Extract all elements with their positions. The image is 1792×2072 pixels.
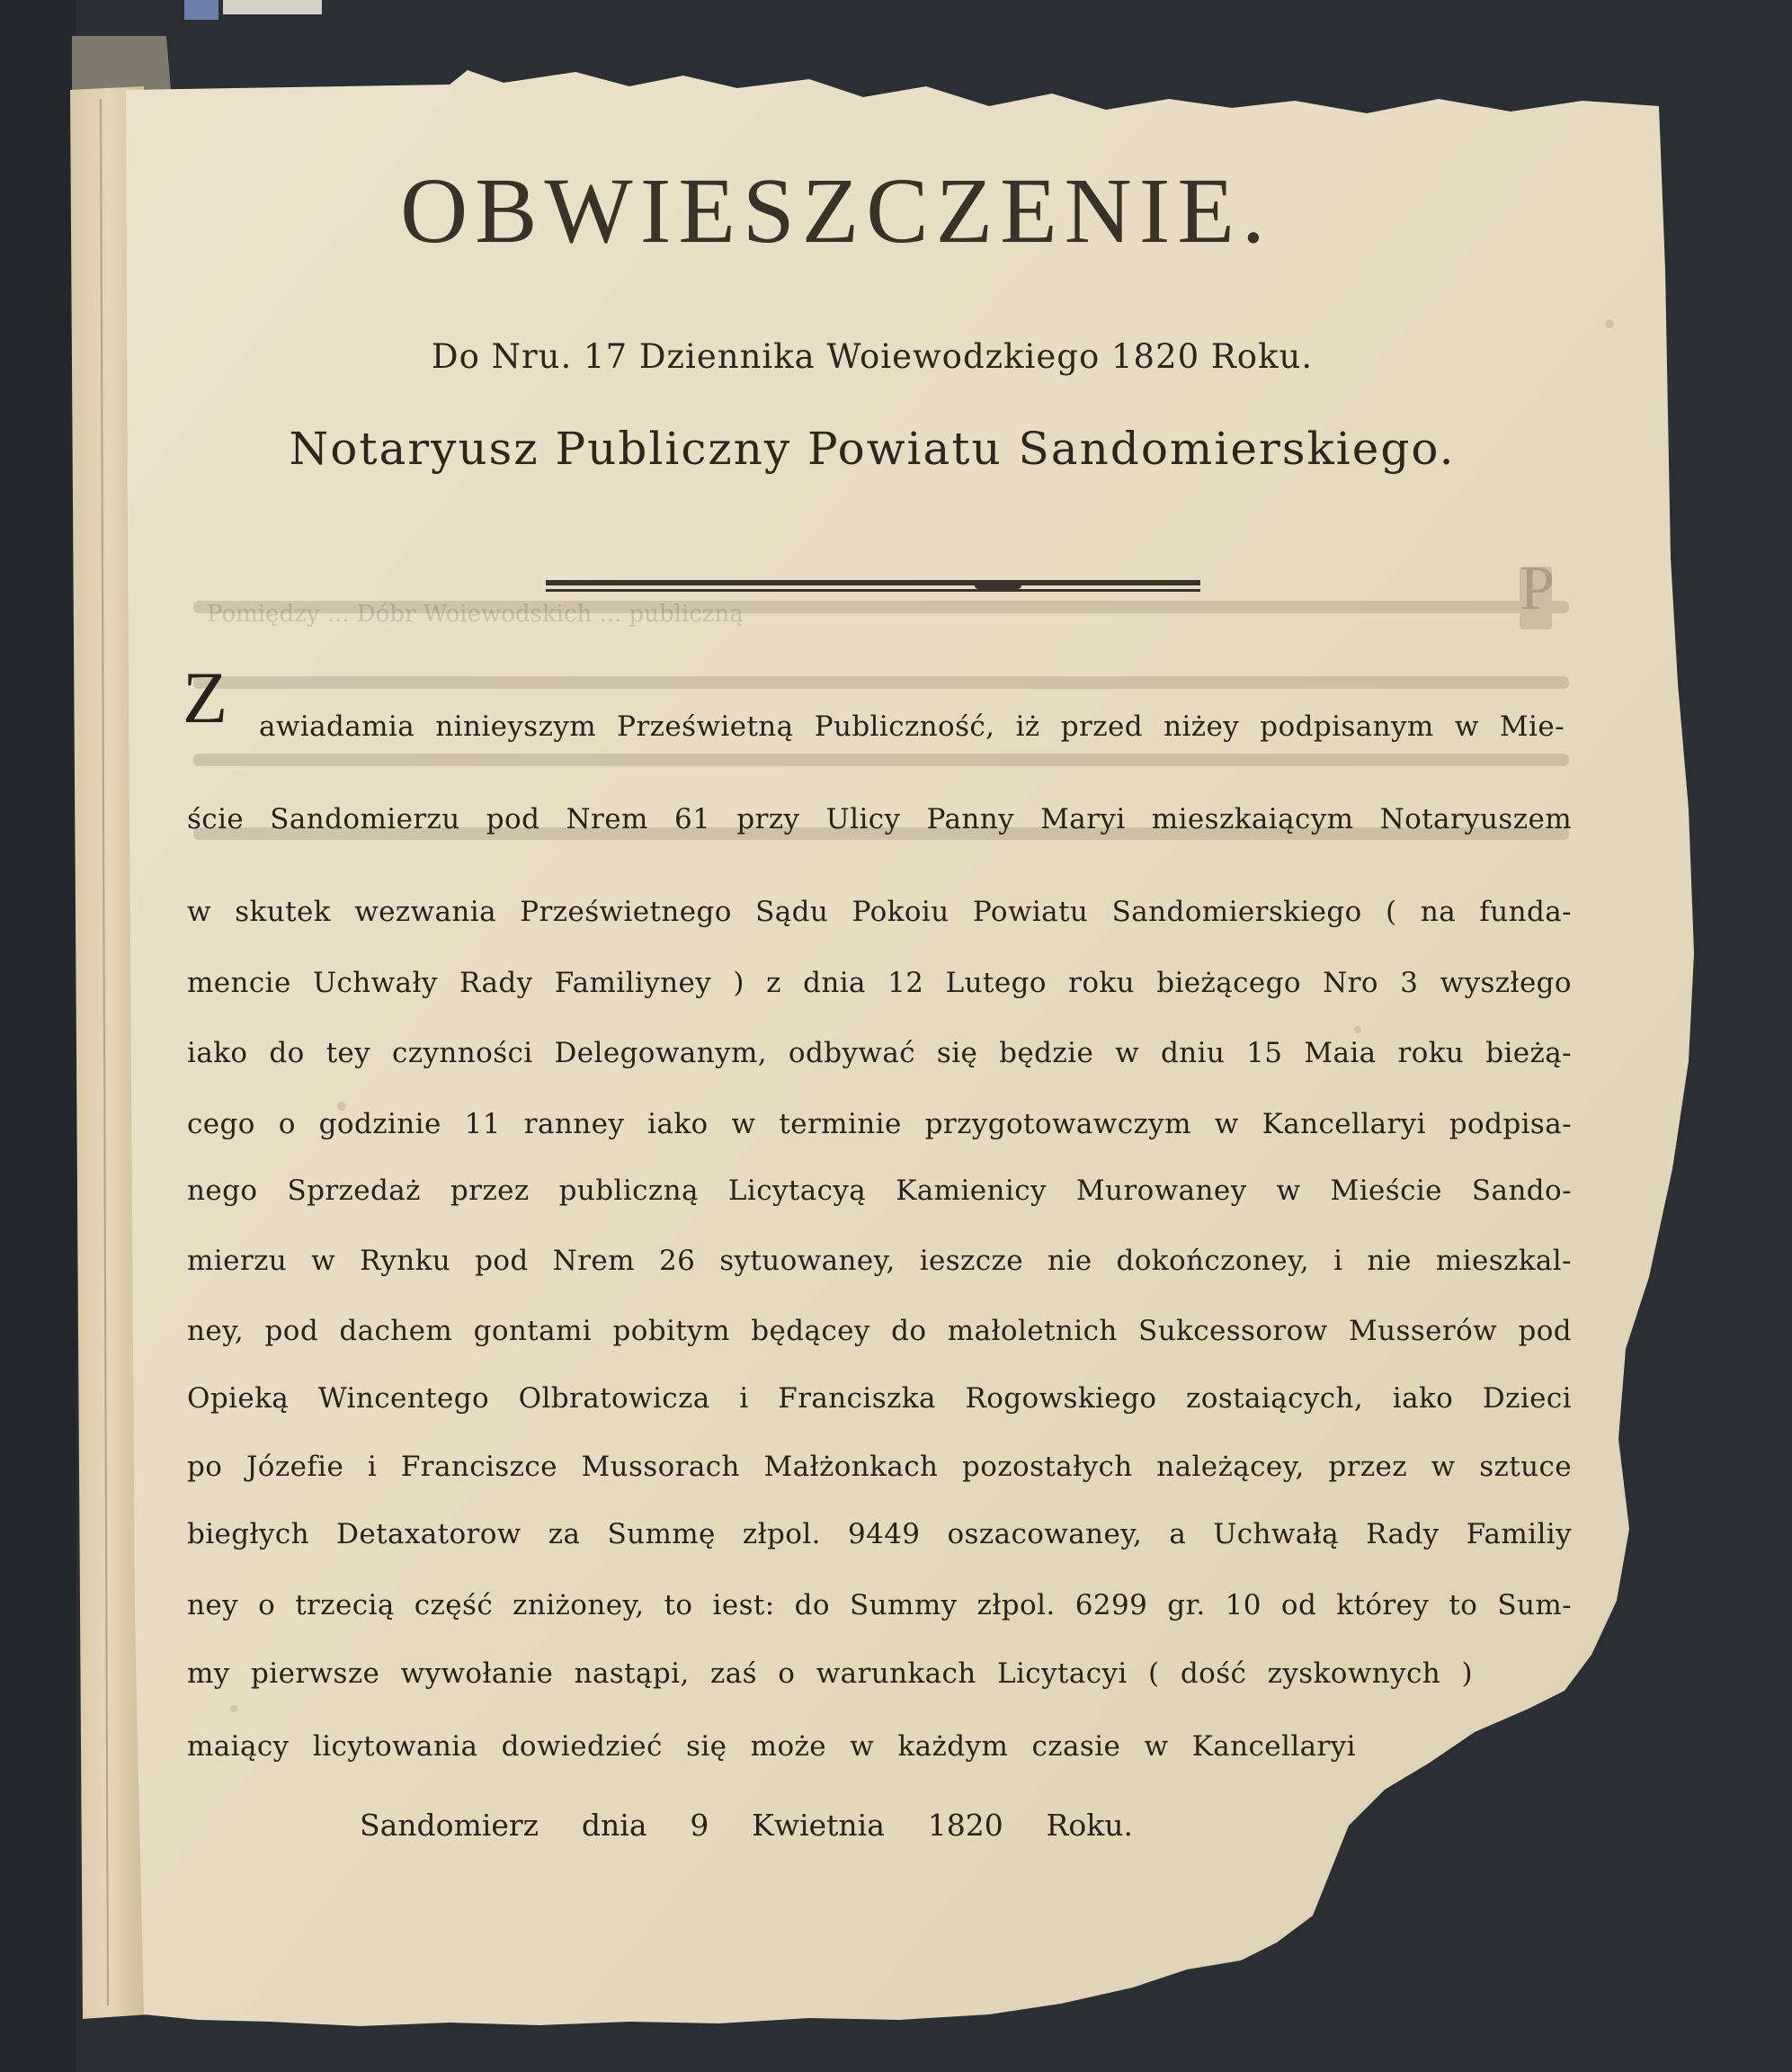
body-line: iako do tey czynności Delegowanym, odbywać się będzie w dniu 15 Maia roku bieżą- xyxy=(187,1037,1572,1069)
body-line: mencie Uchwały Rady Familiyney ) z dnia 12 Lutego roku bieżącego Nro 3 wyszłego xyxy=(187,967,1572,999)
notary-office-heading: Notaryusz Publiczny Powiatu Sandomierskiego. xyxy=(289,423,1456,475)
body-line: w skutek wezwania Prześwietnego Sądu Pokoiu Powiatu Sandomierskiego ( na funda- xyxy=(187,896,1572,928)
body-line: cego o godzinie 11 ranney iako w terminie przygotowawczym w Kancellaryi podpisa- xyxy=(187,1108,1572,1140)
document-subtitle: Do Nru. 17 Dziennika Woiewodzkiego 1820 Roku. xyxy=(431,337,1314,376)
body-line: ney o trzecią część zniżoney, to iest: do Summy złpol. 6299 gr. 10 od którey to Sum- xyxy=(187,1589,1572,1621)
document-title: OBWIESZCZENIE. xyxy=(400,159,1272,263)
drop-initial: Z xyxy=(183,656,228,738)
body-line: maiący licytowania dowiedzieć się może w każdym czasie w Kancellaryi xyxy=(187,1730,1356,1763)
body-line: awiadamia ninieyszym Prześwietną Publiczność, iż przed niżey podpisanym w Mie- xyxy=(259,710,1565,743)
body-line: biegłych Detaxatorow za Summę złpol. 9449 oszacowaney, a Uchwałą Rady Familiy xyxy=(187,1518,1572,1550)
blue-tab xyxy=(184,0,218,20)
body-line: my pierwsze wywołanie nastąpi, zaś o warunkach Licytacyi ( dość zyskownych ) xyxy=(187,1657,1473,1690)
body-line: ney, pod dachem gontami pobitym będącey do małoletnich Sukcessorow Musserów pod xyxy=(187,1315,1572,1347)
book-binding xyxy=(0,0,76,2072)
reverse-show-through-text: Pomiędzy ... Dóbr Woiewodskich ... publiczną xyxy=(207,601,744,628)
show-through-initial: P xyxy=(1520,554,1555,623)
body-line: ście Sandomierzu pod Nrem 61 przy Ulicy Panny Maryi mieszkaiącym Notaryuszem xyxy=(187,803,1572,835)
body-line: nego Sprzedaż przez publiczną Licytacyą Kamienicy Murowaney w Mieście Sando- xyxy=(187,1174,1572,1207)
body-line: mierzu w Rynku pod Nrem 26 sytuowaney, ieszcze nie dokończoney, i nie mieszkal- xyxy=(187,1245,1572,1277)
dateline: Sandomierz dnia 9 Kwietnia 1820 Roku. xyxy=(360,1808,1133,1843)
white-label xyxy=(223,0,322,14)
bound-page-edges xyxy=(72,36,171,90)
body-line: po Józefie i Franciszce Mussorach Małżonkach pozostałych należącey, przez w sztuce xyxy=(187,1451,1572,1483)
body-line: Opieką Wincentego Olbratowicza i Franciszka Rogowskiego zostaiących, iako Dzieci xyxy=(187,1382,1572,1415)
